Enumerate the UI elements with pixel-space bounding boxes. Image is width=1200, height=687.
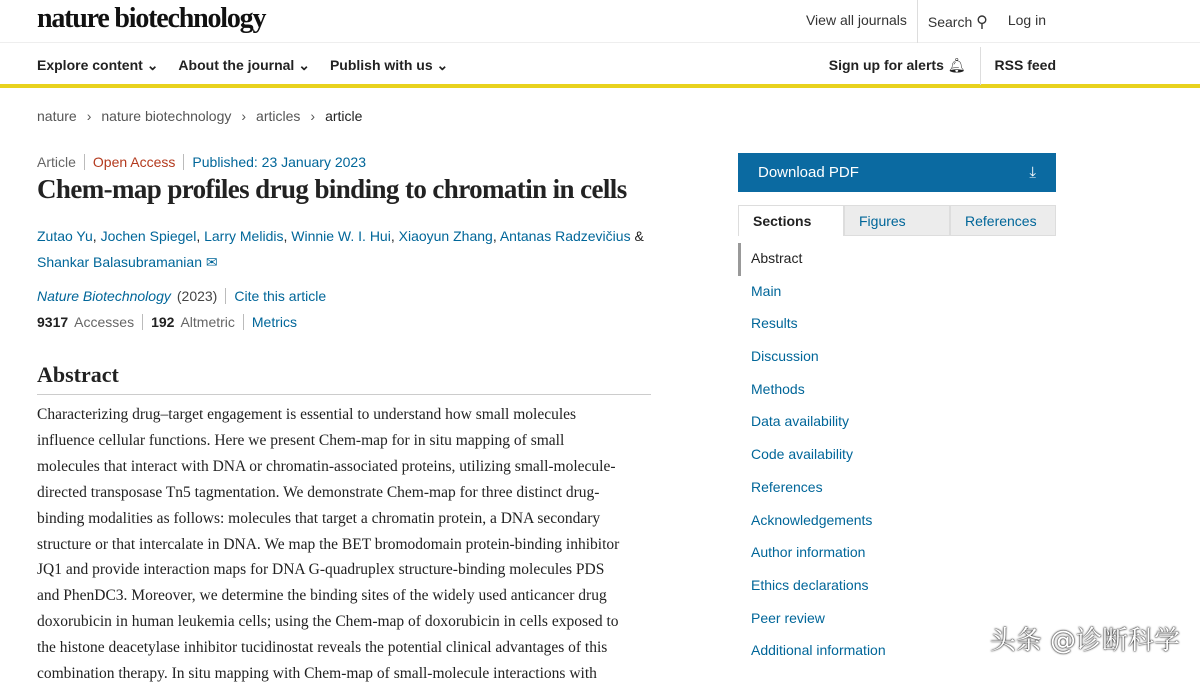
author-link[interactable]: Zutao Yu: [37, 228, 93, 244]
article-stats: [37, 314, 297, 330]
section-nav: [738, 243, 886, 668]
rss-feed-link[interactable]: RSS feed: [994, 57, 1056, 73]
divider: [980, 47, 981, 85]
section-link-ethics[interactable]: Ethics declarations: [751, 576, 869, 593]
accesses-count: 9317: [37, 314, 69, 330]
search-icon: ⚲: [976, 14, 988, 31]
tab-sections[interactable]: Sections: [738, 205, 844, 236]
chevron-right-icon: ›: [310, 108, 316, 124]
nav-label: Publish with us: [329, 57, 433, 73]
section-link-methods[interactable]: Methods: [751, 380, 805, 397]
sign-up-alerts-link[interactable]: [829, 57, 966, 75]
search-button[interactable]: [918, 12, 998, 43]
alerts-label: Sign up for alerts: [828, 57, 944, 73]
breadcrumb-nature[interactable]: nature: [37, 108, 77, 124]
nav-explore-content[interactable]: [37, 57, 158, 74]
tab-references[interactable]: References: [950, 205, 1056, 236]
abstract-line: JQ1 and provide interaction maps for DNA G-quadruplex structure-binding molecules PDS: [37, 561, 605, 579]
abstract-line: molecules that interact with DNA or chromatin-associated proteins, utilizing small-molecule-: [37, 457, 616, 475]
breadcrumb: [37, 108, 362, 124]
article-type: Article: [37, 154, 76, 170]
author-list: Zutao Yu, Jochen Spiegel, Larry Melidis, Winnie W. I. Hui, Xiaoyun Zhang, Antanas Radzevičius & Shankar Balasubramanian ✉: [37, 228, 644, 270]
nav-publish[interactable]: [330, 57, 448, 74]
breadcrumb-current: article: [325, 108, 363, 124]
altmetric-score: 192: [151, 314, 175, 330]
sidebar-tabs: [738, 205, 1056, 236]
abstract-line: and PhenDC3. Moreover, we determine the binding sites of the widely used anticancer drug: [37, 587, 607, 605]
top-header: [0, 0, 1200, 43]
search-label: Search: [927, 14, 973, 30]
section-link-code-availability[interactable]: Code availability: [751, 446, 853, 463]
download-icon: ⤓: [1029, 164, 1036, 181]
section-link-abstract[interactable]: Abstract: [738, 243, 886, 276]
download-label: Download PDF: [758, 164, 859, 181]
abstract-line: influence cellular functions. Here we present Chem-map for in situ mapping of small: [37, 431, 565, 449]
chevron-down-icon: ⌄: [298, 57, 310, 73]
open-access-badge: Open Access: [92, 154, 176, 170]
author-link[interactable]: Shankar Balasubramanian: [37, 254, 202, 270]
chevron-down-icon: ⌄: [436, 57, 449, 73]
abstract-line: binding modalities as follows: molecules that target a chromatin protein, a DNA secondary: [37, 509, 601, 527]
divider: [84, 154, 85, 170]
divider: [142, 314, 143, 330]
divider: [183, 154, 184, 170]
abstract-line: combination therapy. In situ mapping with Chem-map of small-molecule interactions with: [37, 665, 597, 683]
divider: [225, 288, 226, 304]
journal-link[interactable]: Nature Biotechnology: [37, 288, 171, 304]
section-link-references[interactable]: References: [751, 478, 823, 495]
cite-article-link[interactable]: Cite this article: [234, 288, 327, 304]
section-link-results[interactable]: Results: [751, 315, 798, 332]
email-icon[interactable]: ✉: [205, 254, 218, 270]
tab-figures[interactable]: Figures: [844, 205, 950, 236]
accesses-label: Accesses: [74, 314, 135, 330]
bell-icon: 🔔︎: [947, 57, 966, 73]
year: (2023): [176, 288, 218, 304]
section-link-additional-information[interactable]: Additional information: [751, 642, 886, 659]
section-link-discussion[interactable]: Discussion: [751, 348, 819, 365]
view-all-journals-link[interactable]: View all journals: [805, 12, 907, 28]
section-link-data-availability[interactable]: Data availability: [751, 413, 850, 430]
section-link-peer-review[interactable]: Peer review: [751, 609, 825, 626]
chevron-right-icon: ›: [86, 108, 92, 124]
section-link-acknowledgements[interactable]: Acknowledgements: [751, 511, 873, 528]
author-link[interactable]: Xiaoyun Zhang: [398, 228, 493, 244]
author-link[interactable]: Antanas Radzevičius: [499, 228, 631, 244]
chevron-right-icon: ›: [241, 108, 247, 124]
abstract-text: [37, 402, 619, 687]
divider: [243, 314, 244, 330]
section-link-author-information[interactable]: Author information: [751, 544, 866, 561]
main-nav: [0, 43, 1200, 88]
altmetric-label: Altmetric: [180, 314, 235, 330]
login-link[interactable]: Log in: [1007, 12, 1046, 28]
author-link[interactable]: Winnie W. I. Hui: [291, 228, 391, 244]
citation-line: [37, 288, 326, 304]
nav-label: About the journal: [178, 57, 295, 73]
author-link[interactable]: Jochen Spiegel: [100, 228, 197, 244]
abstract-heading: Abstract: [37, 362, 651, 395]
watermark: 头条 @诊断科学: [989, 626, 1180, 656]
nav-label: Explore content: [37, 57, 143, 73]
section-link-main[interactable]: Main: [751, 282, 782, 299]
abstract-line: doxorubicin in human leukemia cells; using the Chem-map of doxorubicin in cells exposed to: [37, 613, 619, 631]
journal-logo[interactable]: nature biotechnology: [37, 3, 266, 34]
nav-about-journal[interactable]: [178, 57, 310, 74]
abstract-line: the histone deacetylase inhibitor tucidinostat reveals the potential clinical advantages of this: [37, 639, 608, 657]
breadcrumb-articles[interactable]: articles: [256, 108, 301, 124]
download-pdf-button[interactable]: [738, 153, 1056, 192]
published-date-link[interactable]: Published: 23 January 2023: [192, 154, 366, 170]
author-link[interactable]: Larry Melidis: [204, 228, 284, 244]
chevron-down-icon: ⌄: [146, 57, 159, 73]
abstract-line: structure or that intercalate in DNA. We map the BET bromodomain protein-binding inhibitor: [37, 535, 620, 553]
article-meta: [37, 154, 366, 170]
article-title: Chem-map profiles drug binding to chromatin in cells: [37, 174, 627, 204]
abstract-line: directed transposase Tn5 tagmentation. We demonstrate Chem-map for three distinct drug-: [37, 483, 600, 501]
abstract-line: Characterizing drug–target engagement is essential to understand how small molecules: [37, 406, 577, 423]
metrics-link[interactable]: Metrics: [251, 314, 298, 330]
breadcrumb-journal[interactable]: nature biotechnology: [101, 108, 232, 124]
